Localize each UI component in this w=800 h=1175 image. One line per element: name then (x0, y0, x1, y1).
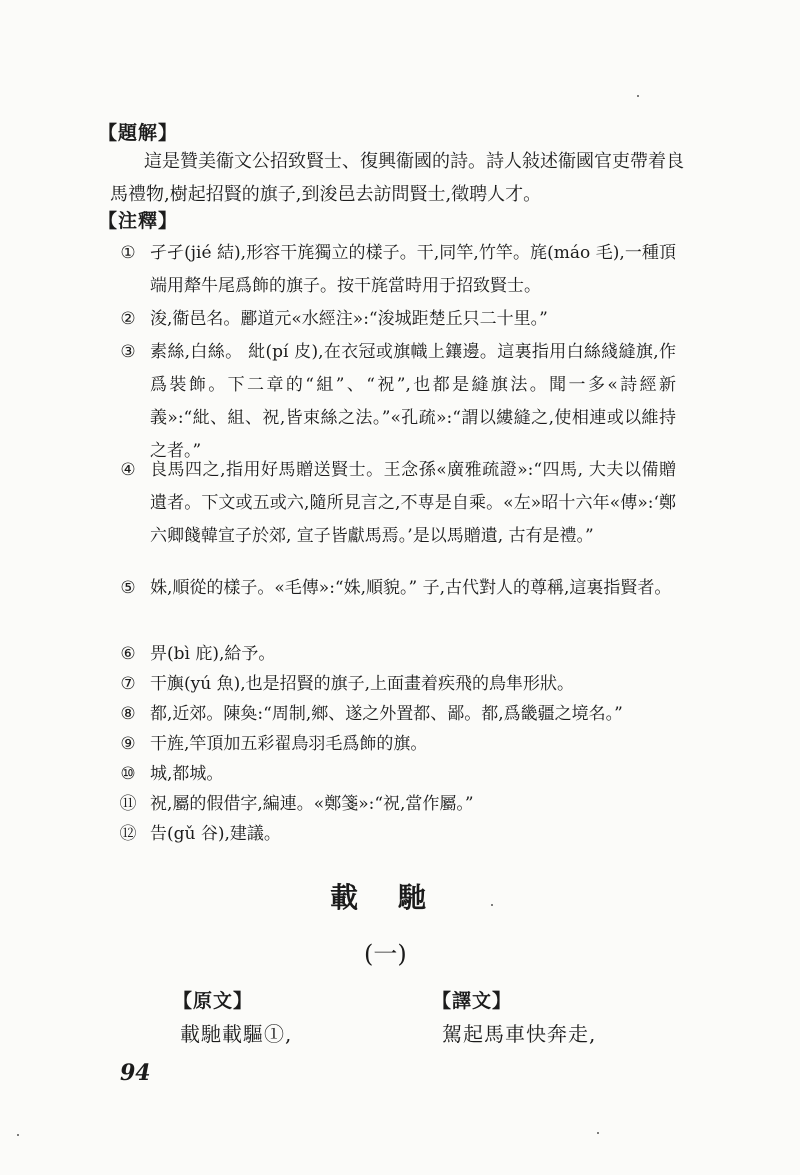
note-item-5 (116, 572, 676, 605)
poem-title: 載馳 (330, 881, 467, 914)
note-text: 干旟(yú 魚),也是招賢的旗子,上面畫着疾飛的鳥隼形狀。 (150, 674, 575, 694)
note-number: ⑪ (119, 794, 137, 814)
note-text: 都,近郊。陳奐:“周制,鄉、遂之外置都、鄙。都,爲畿疆之境名。” (150, 704, 623, 724)
note-text: 良馬四之,指用好馬贈送賢士。王念孫«廣雅疏證»:“四馬, 大夫以備贈遺者。下文或五或六,隨所見言之,不専是自乘。«左»昭十六年«傳»:‘鄭六卿餞韓宣子於郊, 宣子皆獻馬焉。’是以馬贈遺, 古有是禮。” (150, 460, 676, 546)
translation-line: 駕起馬車快奔走, (442, 1022, 597, 1046)
scan-speck (637, 95, 639, 97)
note-text: 干旌,竿頂加五彩翟鳥羽毛爲飾的旗。 (150, 734, 428, 754)
notes-heading: 【注釋】 (98, 210, 179, 232)
note-item-3 (116, 336, 676, 468)
note-item-8 (116, 698, 676, 731)
note-number: ③ (120, 342, 136, 362)
note-text: 姝,順從的樣子。«毛傳»:“姝,順貌。” 子,古代對人的尊稱,這裏指賢者。 (150, 578, 672, 598)
translation-heading: 【譯文】 (432, 990, 513, 1012)
note-item-4 (116, 454, 676, 553)
note-number: ⑧ (120, 704, 136, 724)
scan-speck (17, 1134, 19, 1136)
note-item-6 (116, 638, 676, 671)
note-number: ⑦ (120, 674, 136, 694)
note-number: ⑩ (120, 764, 136, 784)
note-number: ④ (120, 460, 136, 480)
note-item-9 (116, 728, 676, 761)
note-number: ⑨ (120, 734, 136, 754)
note-text: 告(gǔ 谷),建議。 (150, 824, 281, 844)
note-number: ① (120, 243, 136, 263)
note-number: ⑫ (119, 824, 137, 844)
note-item-11 (116, 788, 676, 821)
note-text: 浚,衞邑名。酈道元«水經注»:“浚城距楚丘只二十里。” (150, 309, 548, 329)
note-item-12 (116, 818, 676, 851)
original-line: 載馳載驅①, (180, 1022, 293, 1046)
page-number: 94 (120, 1060, 151, 1086)
note-item-10 (116, 758, 676, 791)
scan-speck (597, 1132, 599, 1134)
note-text: 素絲,白絲。 紕(pí 皮),在衣冠或旗幟上鑲邊。這裏指用白絲綫縫旗,作爲裝飾。下二章的“組”、“祝”,也都是縫旗法。聞一多«詩經新義»:“紕、組、祝,皆束絲之法。”«孔疏»:“謂以縷縫之,使相連或以維持之者。” (150, 342, 676, 461)
note-text: 城,都城。 (150, 764, 224, 784)
explanation-text: 這是贊美衞文公招致賢士、復興衞國的詩。詩人敍述衞國官吏帶着良馬禮物,樹起招賢的旗子,到浚邑去訪問賢士,徵聘人才。 (110, 151, 684, 205)
note-item-2 (116, 303, 676, 336)
scan-speck (491, 904, 493, 906)
explanation-heading: 【題解】 (98, 122, 179, 144)
note-text: 畀(bì 庇),給予。 (150, 644, 276, 664)
note-item-1 (116, 237, 676, 303)
note-text: 祝,屬的假借字,編連。«鄭箋»:“祝,當作屬。” (150, 794, 474, 814)
original-heading: 【原文】 (173, 990, 254, 1012)
note-number: ⑤ (120, 578, 136, 598)
poem-part: (一) (364, 940, 407, 968)
note-number: ② (120, 309, 136, 329)
note-item-7 (116, 668, 676, 701)
note-text: 孑孑(jié 結),形容干旄獨立的樣子。干,同竿,竹竿。旄(máo 毛),一種頂端用犛牛尾爲飾的旗子。按干旄當時用于招致賢士。 (150, 243, 676, 296)
note-number: ⑥ (120, 644, 136, 664)
